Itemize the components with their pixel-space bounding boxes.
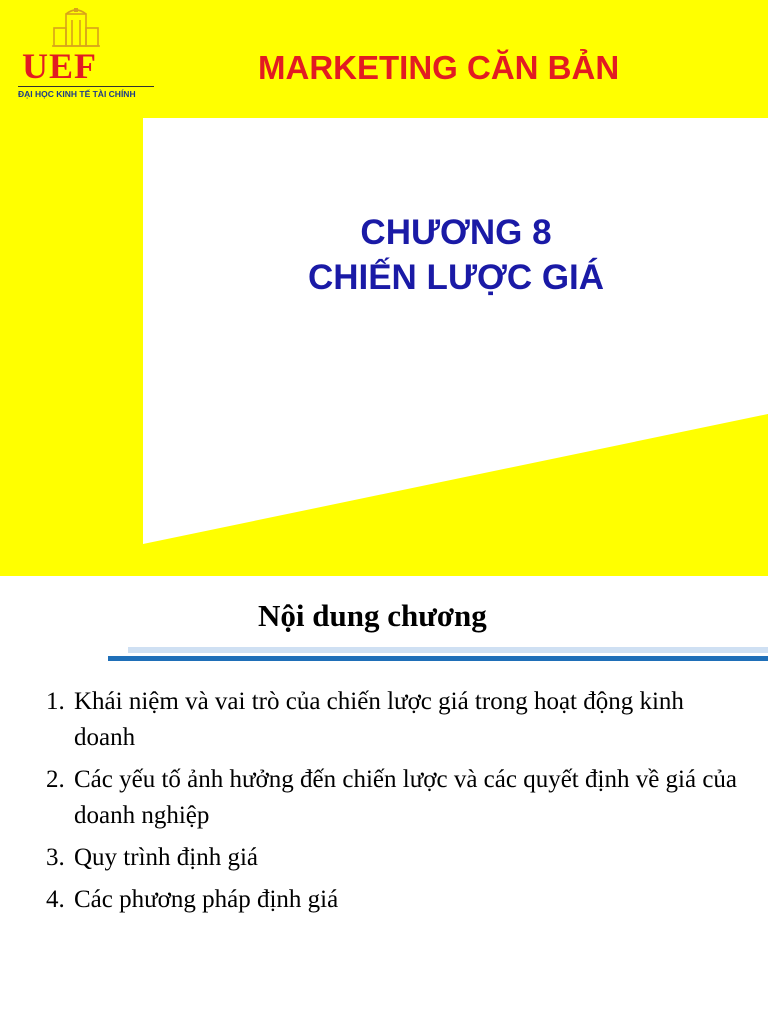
course-title: MARKETING CĂN BẢN xyxy=(258,49,620,86)
list-item-text: Các yếu tố ảnh hưởng đến chiến lược và các quyết định về giá của doanh nghiệp xyxy=(74,766,738,829)
list-item-text: Quy trình định giá xyxy=(74,844,259,871)
chapter-name: CHIẾN LƯỢC GIÁ xyxy=(307,258,605,297)
logo-wordmark: UEF xyxy=(22,46,97,86)
contents-list xyxy=(46,684,746,924)
contents-heading: Nội dung chương xyxy=(258,598,487,633)
list-item xyxy=(46,882,746,918)
list-item-text: Các phương pháp định giá xyxy=(74,886,339,913)
logo-divider xyxy=(18,86,154,87)
list-item-number: 3. xyxy=(46,844,65,871)
list-item-number: 4. xyxy=(46,886,65,913)
list-item-text: Khái niệm và vai trò của chiến lược giá trong hoạt động kinh doanh xyxy=(74,688,684,751)
list-item xyxy=(46,684,746,756)
list-item-number: 2. xyxy=(46,766,65,793)
chapter-number: CHƯƠNG 8 xyxy=(360,213,552,252)
list-item xyxy=(46,762,746,834)
logo-subtitle: ĐẠI HỌC KINH TẾ TÀI CHÍNH xyxy=(18,89,136,99)
slide-contents xyxy=(0,576,768,1024)
heading-divider-dark xyxy=(108,656,768,661)
chapter-title xyxy=(142,210,768,300)
list-item-number: 1. xyxy=(46,688,65,715)
heading-divider-light xyxy=(128,647,768,653)
list-item xyxy=(46,840,746,876)
